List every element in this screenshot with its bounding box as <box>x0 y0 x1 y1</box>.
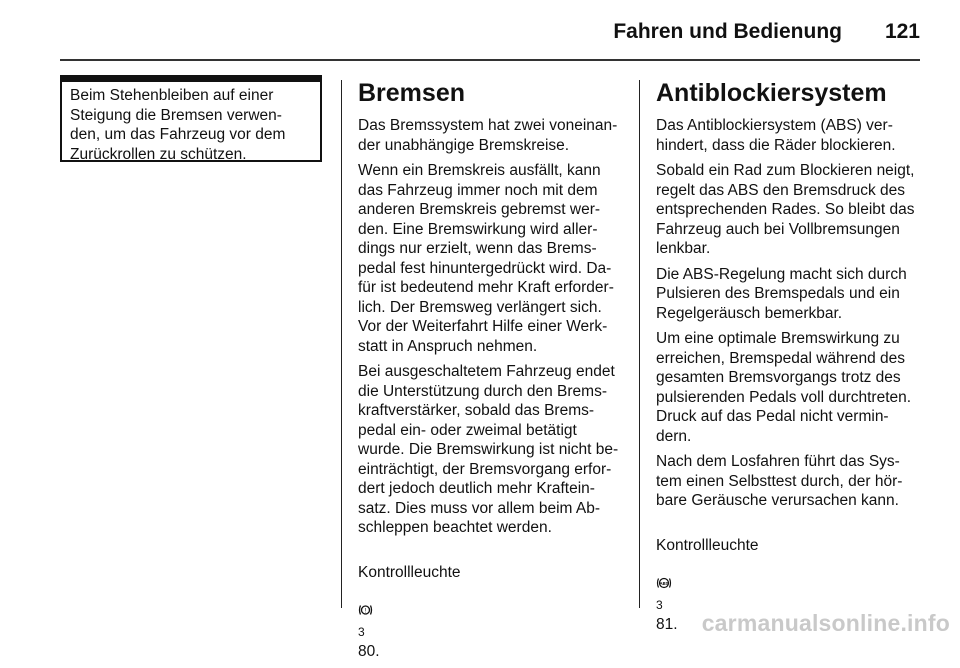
page-header <box>0 0 960 60</box>
brake-warning-icon <box>358 583 373 622</box>
watermark: carmanualsonline.info <box>701 610 950 636</box>
abs-heading: Antiblockiersystem <box>656 79 887 107</box>
abs-paragraph-2: Sobald ein Rad zum Blockieren neigt, regelt das ABS den Bremsdruck des entsprechenden Rades. So bleibt das Fahrzeug auch bei Vollbremsungen lenkbar. <box>656 162 915 257</box>
brakes-ref-label: Kontrollleuchte <box>358 564 461 581</box>
cross-reference-icon[interactable]: 3 <box>656 597 663 612</box>
header-title: Fahren und Bedienung <box>613 20 842 43</box>
svg-text:ABS: ABS <box>659 580 669 586</box>
abs-warning-icon <box>656 556 672 595</box>
brakes-heading: Bremsen <box>358 79 465 107</box>
abs-paragraph-1: Das Antiblockiersystem (ABS) ver- hindert, dass die Räder blockieren. <box>656 117 896 154</box>
abs-ref-page[interactable]: 81. <box>656 616 678 633</box>
note-text: Beim Stehenbleiben auf einer Steigung die Bremsen verwen- den, um das Fahrzeug vor dem Zurückrollen zu schützen. <box>70 87 286 163</box>
brakes-ref-page[interactable]: 80. <box>358 643 380 660</box>
brakes-paragraph-3: Bei ausgeschaltetem Fahrzeug endet die Unterstützung durch den Brems- kraftverstärker, sobald das Brems- pedal ein- oder zweimal betätigt wurde. Die Bremswirkung ist nicht be- einträchtigt, der Bremsvorgang erfor- dert jedoch deutlich mehr Kraftein- satz. Dies muss vor allem beim Ab- schleppen beachtet werden. <box>358 363 619 536</box>
brakes-reference <box>358 544 628 662</box>
column-divider-right <box>639 80 640 608</box>
abs-paragraph-4: Um eine optimale Bremswirkung zu erreichen, Bremspedal während des gesamten Bremsvorgangs trotz des pulsierenden Pedals voll durchtreten. Druck auf das Pedal nicht vermin- dern. <box>656 330 912 445</box>
abs-paragraph-3: Die ABS-Regelung macht sich durch Pulsieren des Bremspedals und ein Regelgeräusch bemerkbar. <box>656 265 907 322</box>
brakes-paragraph-2: Wenn ein Bremskreis ausfällt, kann das Fahrzeug immer noch mit dem anderen Bremskreis gebremst wer- den. Eine Bremswirkung wird aller- dings nur erzielt, wenn das Brems- pedal fest hinuntergedrückt wird. Da- für ist bedeutend mehr Kraft erforder- lich. Der Bremsweg verlängert sich. Vor der Weiterfahrt Hilfe einer Werk- statt in Anspruch nehmen. <box>358 162 614 355</box>
brakes-section <box>358 78 628 668</box>
header-rule <box>60 59 920 61</box>
note-box <box>60 75 322 162</box>
page-number: 121 <box>884 20 920 43</box>
cross-reference-icon[interactable]: 3 <box>358 624 365 639</box>
brakes-paragraph-1: Das Bremssystem hat zwei voneinan- der unabhängige Bremskreise. <box>358 117 618 154</box>
svg-text:!: ! <box>364 608 367 615</box>
abs-paragraph-5: Nach dem Losfahren führt das Sys- tem einen Selbsttest durch, der hör- bare Geräusche verursachen kann. <box>656 453 903 509</box>
column-divider-left <box>341 80 342 608</box>
abs-section <box>656 78 936 641</box>
abs-ref-label: Kontrollleuchte <box>656 537 759 554</box>
